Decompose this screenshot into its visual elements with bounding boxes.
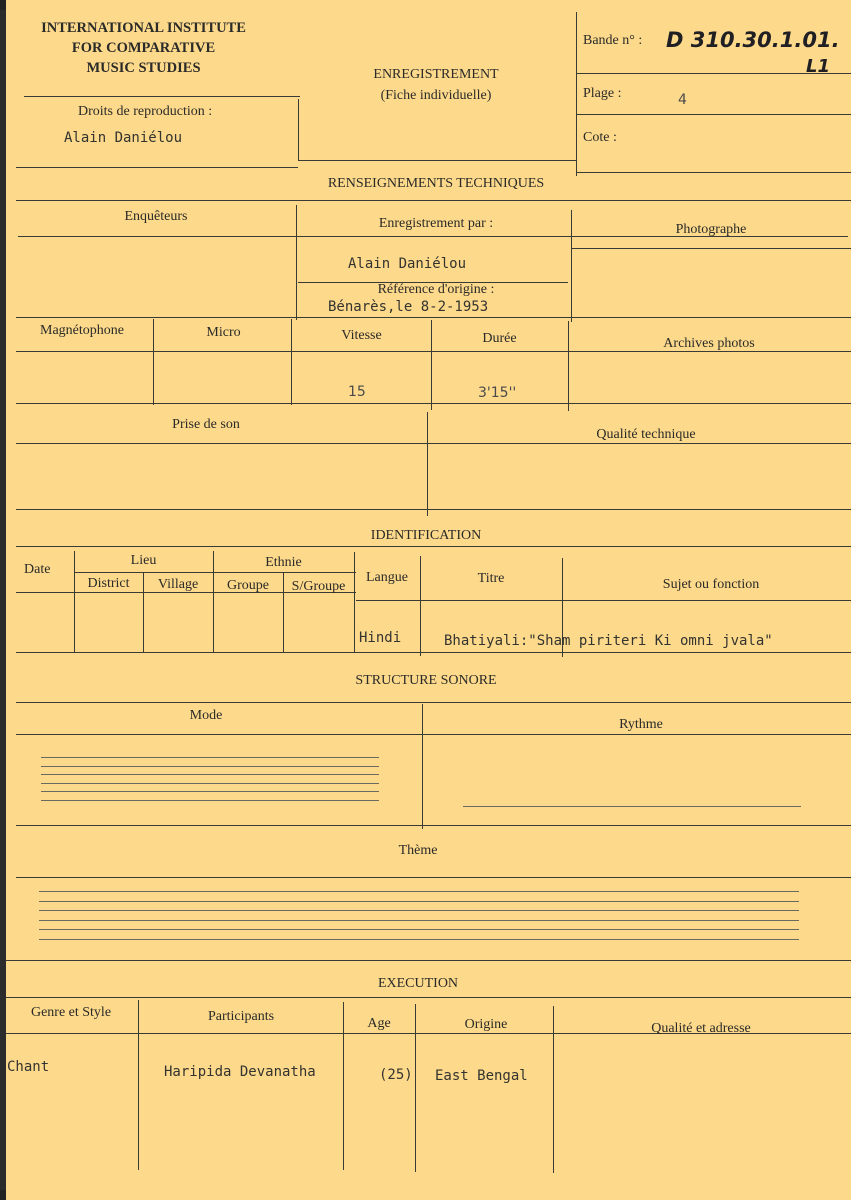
form-subtitle: (Fiche individuelle) bbox=[380, 88, 492, 103]
titre-label: Titre bbox=[477, 571, 505, 586]
archives-photos-label: Archives photos bbox=[663, 336, 755, 351]
enregistrement-par-label: Enregistrement par : bbox=[378, 216, 494, 231]
magnetophone-label: Magnétophone bbox=[40, 323, 124, 338]
village-label: Village bbox=[157, 577, 199, 592]
vitesse-value: 15 bbox=[348, 384, 366, 400]
lieu-label: Lieu bbox=[130, 553, 157, 568]
bande-value: D 310.30.1.01. bbox=[666, 28, 840, 52]
langue-value: Hindi bbox=[359, 630, 402, 646]
groupe-label: Groupe bbox=[227, 578, 269, 593]
origine-value: East Bengal bbox=[435, 1068, 528, 1084]
institute-name-line-3: MUSIC STUDIES bbox=[86, 60, 201, 76]
participants-value: Haripida Devanatha bbox=[164, 1064, 316, 1080]
sujet-ou-fonction-label: Sujet ou fonction bbox=[662, 577, 760, 592]
cote-label: Cote : bbox=[583, 130, 617, 145]
institute-name-line-1: INTERNATIONAL INSTITUTE bbox=[41, 20, 246, 36]
title-value: Bhatiyali:"Sham piriteri Ki omni jvala" bbox=[444, 633, 773, 649]
sgroupe-label: S/Groupe bbox=[291, 579, 346, 594]
reference-value: Bénarès,le 8-2-1953 bbox=[328, 299, 489, 315]
photographe-label: Photographe bbox=[675, 222, 747, 237]
section-title-execution: EXECUTION bbox=[377, 976, 459, 991]
reference-label: Référence d'origine : bbox=[377, 282, 495, 297]
qualite-technique-label: Qualité technique bbox=[596, 427, 696, 442]
section-title-identification: IDENTIFICATION bbox=[370, 528, 482, 543]
age-value: (25) bbox=[379, 1067, 413, 1083]
institute-name-line-2: FOR COMPARATIVE bbox=[71, 40, 216, 56]
enregistrement-par-value: Alain Daniélou bbox=[348, 256, 467, 272]
participants-label: Participants bbox=[207, 1009, 275, 1024]
plage-value: 4 bbox=[678, 92, 687, 108]
genre-style-label: Genre et Style bbox=[30, 1005, 112, 1020]
bande-suffix: L1 bbox=[806, 56, 830, 77]
prise-de-son-label: Prise de son bbox=[172, 417, 240, 432]
district-label: District bbox=[87, 576, 130, 591]
date-label: Date bbox=[24, 562, 51, 577]
langue-label: Langue bbox=[366, 570, 408, 585]
origine-label: Origine bbox=[464, 1017, 508, 1032]
form-title: ENREGISTREMENT bbox=[373, 67, 499, 82]
bande-label: Bande n° : bbox=[583, 33, 643, 48]
enqueteurs-label: Enquêteurs bbox=[124, 209, 188, 224]
micro-label: Micro bbox=[206, 325, 241, 340]
mode-label: Mode bbox=[189, 708, 223, 723]
rights-value: Alain Daniélou bbox=[64, 130, 183, 146]
duree-value: 3'15'' bbox=[478, 385, 517, 401]
ethnie-label: Ethnie bbox=[265, 555, 302, 570]
recording-index-card bbox=[6, 0, 851, 1200]
plage-label: Plage : bbox=[583, 86, 622, 101]
duree-label: Durée bbox=[482, 331, 517, 346]
age-label: Age bbox=[367, 1016, 391, 1031]
rights-label: Droits de reproduction : bbox=[78, 104, 213, 119]
qualite-adresse-label: Qualité et adresse bbox=[651, 1021, 751, 1036]
vitesse-label: Vitesse bbox=[341, 328, 382, 343]
rythme-label: Rythme bbox=[619, 717, 663, 732]
theme-label: Thème bbox=[398, 843, 438, 858]
genre-style-value: Chant bbox=[7, 1059, 50, 1075]
section-title-technical: RENSEIGNEMENTS TECHNIQUES bbox=[327, 176, 545, 191]
section-title-structure: STRUCTURE SONORE bbox=[355, 673, 497, 688]
